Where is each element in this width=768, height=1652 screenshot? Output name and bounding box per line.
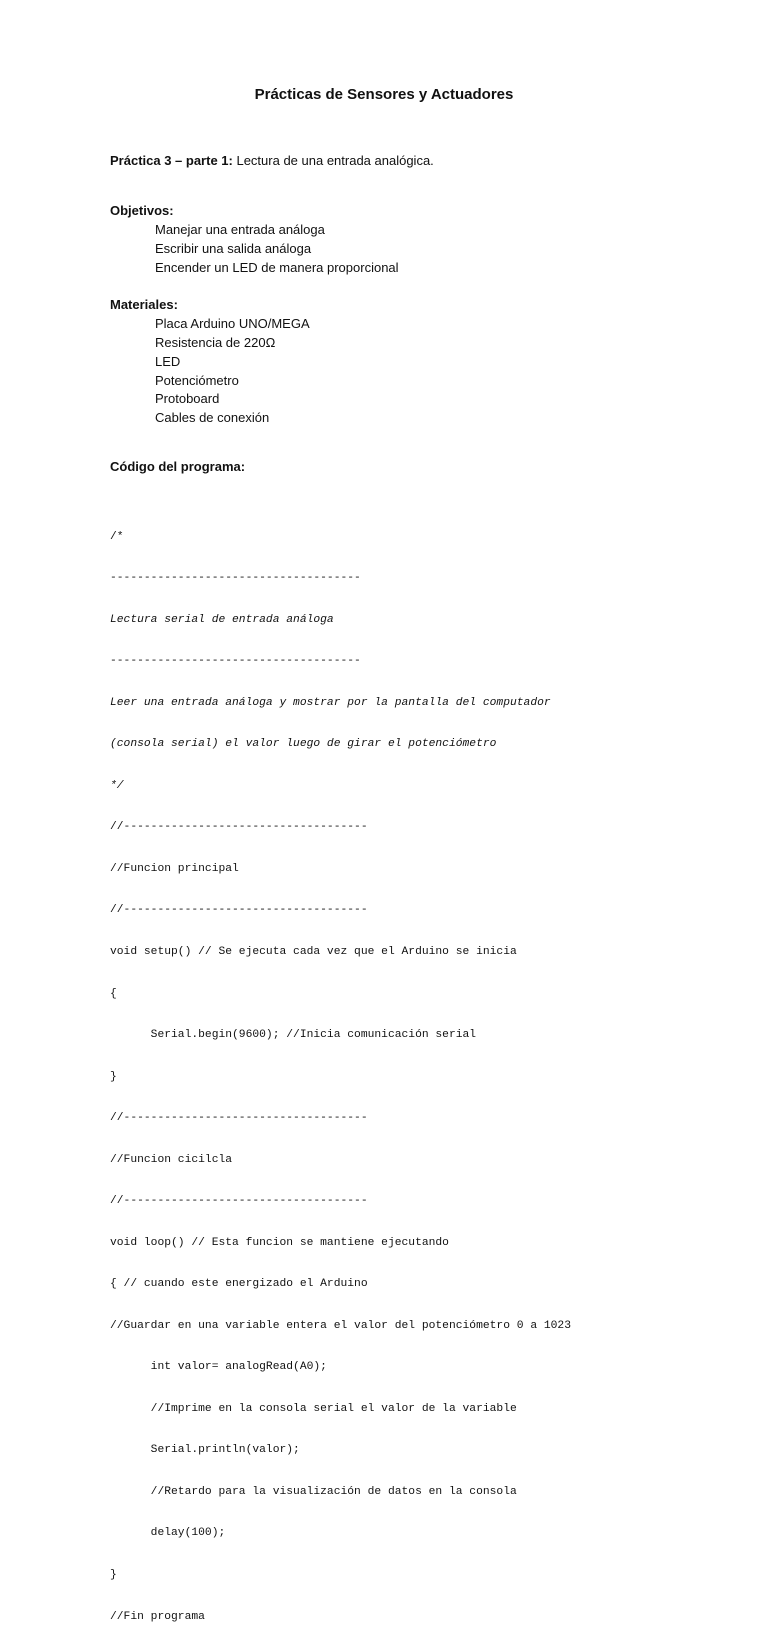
practice-label: Práctica 3 – parte 1:: [110, 153, 233, 168]
code-line: int valor= analogRead(A0);: [110, 1361, 327, 1374]
code-line: */: [110, 779, 124, 792]
objective-item: Manejar una entrada análoga: [155, 222, 325, 237]
code-line: //------------------------------------: [110, 1112, 368, 1125]
code-line: //------------------------------------: [110, 904, 368, 917]
code-line: //Imprime en la consola serial el valor de la variable: [110, 1402, 517, 1415]
materials-heading: Materiales:: [110, 297, 178, 312]
code-heading: Código del programa:: [110, 459, 246, 474]
page-title: Prácticas de Sensores y Actuadores: [254, 86, 514, 103]
code-line: //Fin programa: [110, 1610, 205, 1623]
code-line: -------------------------------------: [110, 655, 361, 668]
code-line: Serial.begin(9600); //Inicia comunicación serial: [110, 1029, 477, 1042]
code-line: (consola serial) el valor luego de girar el potenciómetro: [110, 738, 497, 751]
objective-item: Encender un LED de manera proporcional: [155, 260, 399, 275]
code-line: //Funcion cicilcla: [110, 1153, 233, 1166]
code-line: {: [110, 987, 117, 1000]
objectives-heading: Objetivos:: [110, 203, 174, 218]
code-line: }: [110, 1070, 117, 1083]
code-line: //Funcion principal: [110, 862, 239, 875]
code-line: //------------------------------------: [110, 1195, 368, 1208]
code-line: Leer una entrada análoga y mostrar por la pantalla del computador: [110, 696, 551, 709]
material-item: Protoboard: [155, 391, 220, 406]
code-line: }: [110, 1568, 117, 1581]
material-item: Placa Arduino UNO/MEGA: [155, 316, 310, 331]
material-item: Resistencia de 220Ω: [155, 335, 276, 350]
material-item: Cables de conexión: [155, 410, 270, 425]
code-line: //Retardo para la visualización de datos en la consola: [110, 1485, 517, 1498]
code-line: //------------------------------------: [110, 821, 368, 834]
code-line: /*: [110, 530, 124, 543]
code-line: void loop() // Esta funcion se mantiene ejecutando: [110, 1236, 449, 1249]
code-line: { // cuando este energizado el Arduino: [110, 1278, 368, 1291]
material-item: Potenciómetro: [155, 373, 239, 388]
objective-item: Escribir una salida análoga: [155, 241, 312, 256]
code-line: delay(100);: [110, 1527, 226, 1540]
practice-text: Lectura de una entrada analógica.: [232, 153, 434, 168]
code-line: Serial.println(valor);: [110, 1444, 300, 1457]
code-line: Lectura serial de entrada análoga: [110, 613, 334, 626]
practice-line: [110, 153, 434, 168]
code-line: -------------------------------------: [110, 572, 361, 585]
code-block: [110, 503, 571, 1652]
material-item: LED: [155, 354, 181, 369]
code-line: //Guardar en una variable entera el valor del potenciómetro 0 a 1023: [110, 1319, 571, 1332]
code-line: void setup() // Se ejecuta cada vez que el Arduino se inicia: [110, 946, 517, 958]
